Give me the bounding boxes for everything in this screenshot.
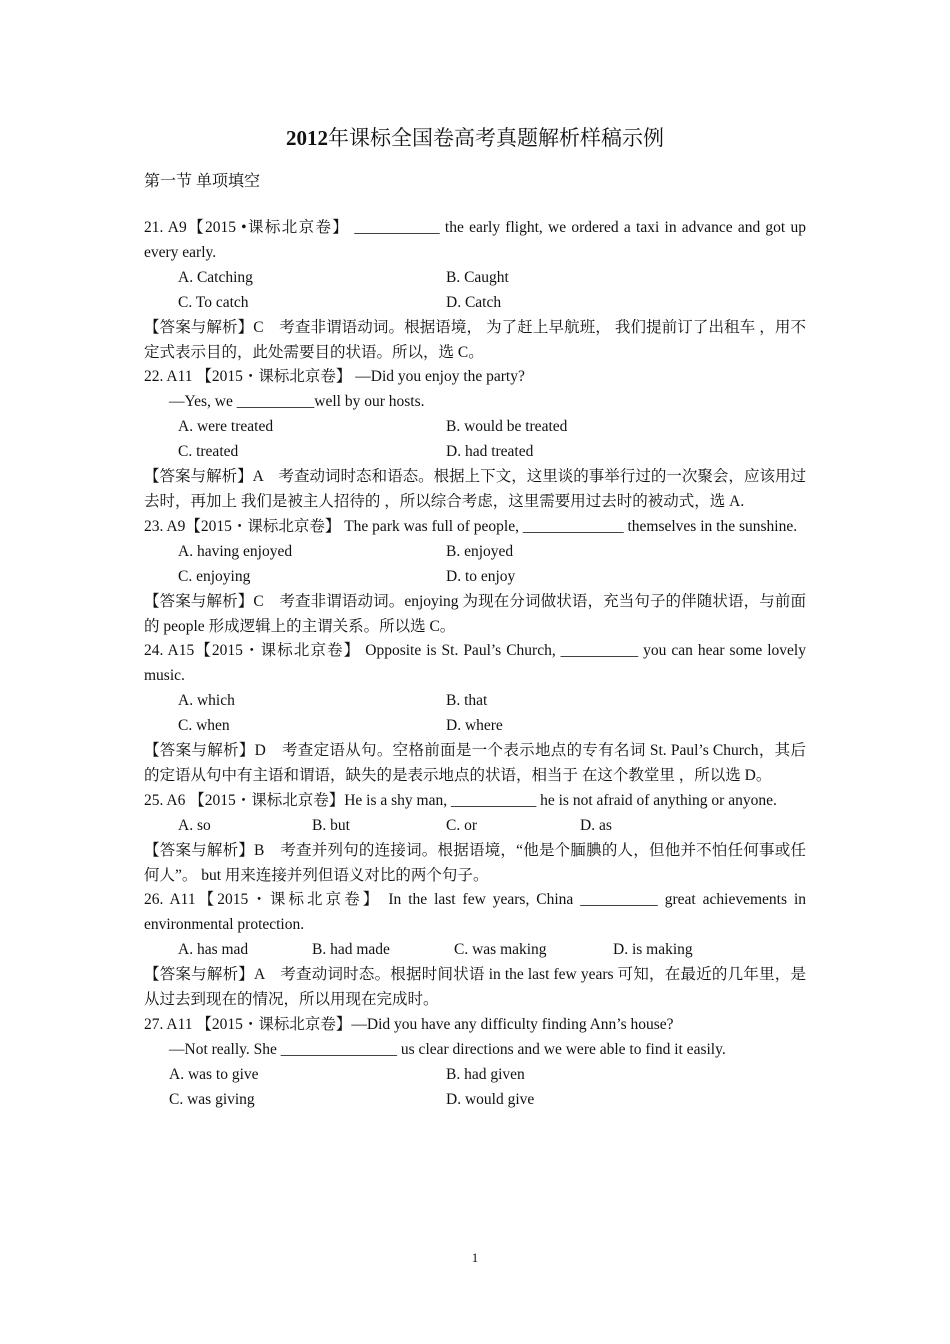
question-stem: 26. A11【2015・课标北京卷】 In the last few years, China __________ great achievements in environmental protection.	[144, 891, 806, 934]
option-c: C. when	[178, 717, 230, 735]
option-b: B. Caught	[446, 268, 509, 286]
question-stem: 25. A6 【2015・课标北京卷】He is a shy man, ___________ he is not afraid of anything or anyone.	[144, 791, 777, 809]
question-stem: 27. A11 【2015・课标北京卷】—Did you have any difficulty finding Ann’s house?	[144, 1016, 674, 1033]
answer-explanation: 【答案与解析】A 考查动词时态和语态。根据上下文，这里谈的事举行过的一次聚会，应该用过去时，再加上 我们是被主人招待的 ，所以综合考虑，这里需要用过去时的被动式，选 A.	[144, 468, 806, 510]
page-title	[0, 122, 950, 152]
question-dialogue: —Not really. She _______________ us clear directions and we were able to find it easily.	[169, 1040, 726, 1058]
answer-explanation: 【答案与解析】B 考查并列句的连接词。根据语境，“他是个腼腆的人，但他并不怕任何事或任何人”。 but 用来连接并列但语义对比的两个句子。	[144, 841, 806, 884]
option-a: A. so	[178, 816, 211, 834]
answer-explanation: 【答案与解析】D 考查定语从句。空格前面是一个表示地点的专有名词 St. Paul’s Church，其后的定语从句中有主语和谓语，缺失的是表示地点的状语，相当于 在这个教堂里 ，所以选 D。	[144, 742, 806, 784]
option-a: A. were treated	[178, 418, 274, 436]
section-heading: 第一节 单项填空	[144, 173, 261, 190]
question-stem: 24. A15【2015・课标北京卷】 Opposite is St. Paul’s Church, __________ you can hear some lovely music.	[144, 642, 806, 685]
options-row	[144, 291, 806, 316]
answer-explanation: 【答案与解析】A 考查动词时态。根据时间状语 in the last few years 可知，在最近的几年里，是从过去到现在的情况，所以用现在完成时。	[144, 966, 806, 1009]
option-b: B. had given	[446, 1065, 525, 1083]
options-row	[144, 938, 806, 963]
answer-explanation: 【答案与解析】C 考查非谓语动词。enjoying 为现在分词做状语，充当句子的伴随状语，与前面的 people 形成逻辑上的主谓关系。所以选 C。	[144, 592, 806, 635]
question-stem: 21. A9【2015 •课标北京卷】 ___________ the early flight, we ordered a taxi in advance and got up every early.	[144, 219, 806, 261]
options-row	[144, 714, 806, 739]
option-c: C. was giving	[169, 1090, 255, 1108]
options-row	[144, 1063, 806, 1088]
options-row	[144, 689, 806, 714]
options-row	[144, 814, 806, 839]
option-a: A. which	[178, 692, 235, 710]
option-d: D. to enjoy	[446, 567, 516, 585]
options-row	[144, 1088, 806, 1113]
option-a: A. was to give	[169, 1065, 259, 1083]
option-c: C. was making	[454, 941, 547, 959]
title-text: 年课标全国卷高考真题解析样稿示例	[328, 126, 664, 150]
option-c: C. To catch	[178, 293, 249, 311]
answer-explanation: 【答案与解析】C 考查非谓语动词。根据语境， 为了赶上早航班， 我们提前订了出租车 ，用不定式表示目的，此处需要目的状语。所以，选 C。	[144, 318, 806, 361]
option-a: A. has mad	[178, 941, 249, 959]
page-number: 1	[471, 1250, 479, 1265]
option-d: D. Catch	[446, 293, 502, 311]
option-b: B. had made	[312, 941, 390, 959]
option-b: B. that	[446, 692, 488, 710]
question-stem: 22. A11 【2015・课标北京卷】 —Did you enjoy the party?	[144, 368, 525, 386]
options-row	[144, 415, 806, 440]
option-c: C. or	[446, 816, 477, 834]
option-c: C. treated	[178, 443, 239, 461]
option-a: A. having enjoyed	[178, 542, 293, 560]
option-d: D. where	[446, 717, 503, 735]
options-row	[144, 266, 806, 291]
option-d: D. as	[580, 816, 612, 834]
option-c: C. enjoying	[178, 567, 251, 585]
title-year: 2012	[286, 126, 328, 150]
question-dialogue: —Yes, we __________well by our hosts.	[169, 393, 425, 411]
option-d: D. had treated	[446, 443, 534, 461]
question-stem: 23. A9【2015・课标北京卷】 The park was full of people, _____________ themselves in the sunshine.	[144, 517, 798, 535]
option-b: B. enjoyed	[446, 542, 514, 560]
options-row	[144, 440, 806, 465]
options-row	[144, 540, 806, 565]
option-a: A. Catching	[178, 268, 253, 286]
option-d: D. would give	[446, 1090, 535, 1108]
option-b: B. but	[312, 816, 350, 834]
questions	[144, 216, 806, 1113]
options-row	[144, 565, 806, 590]
option-b: B. would be treated	[446, 418, 568, 436]
option-d: D. is making	[613, 941, 693, 959]
